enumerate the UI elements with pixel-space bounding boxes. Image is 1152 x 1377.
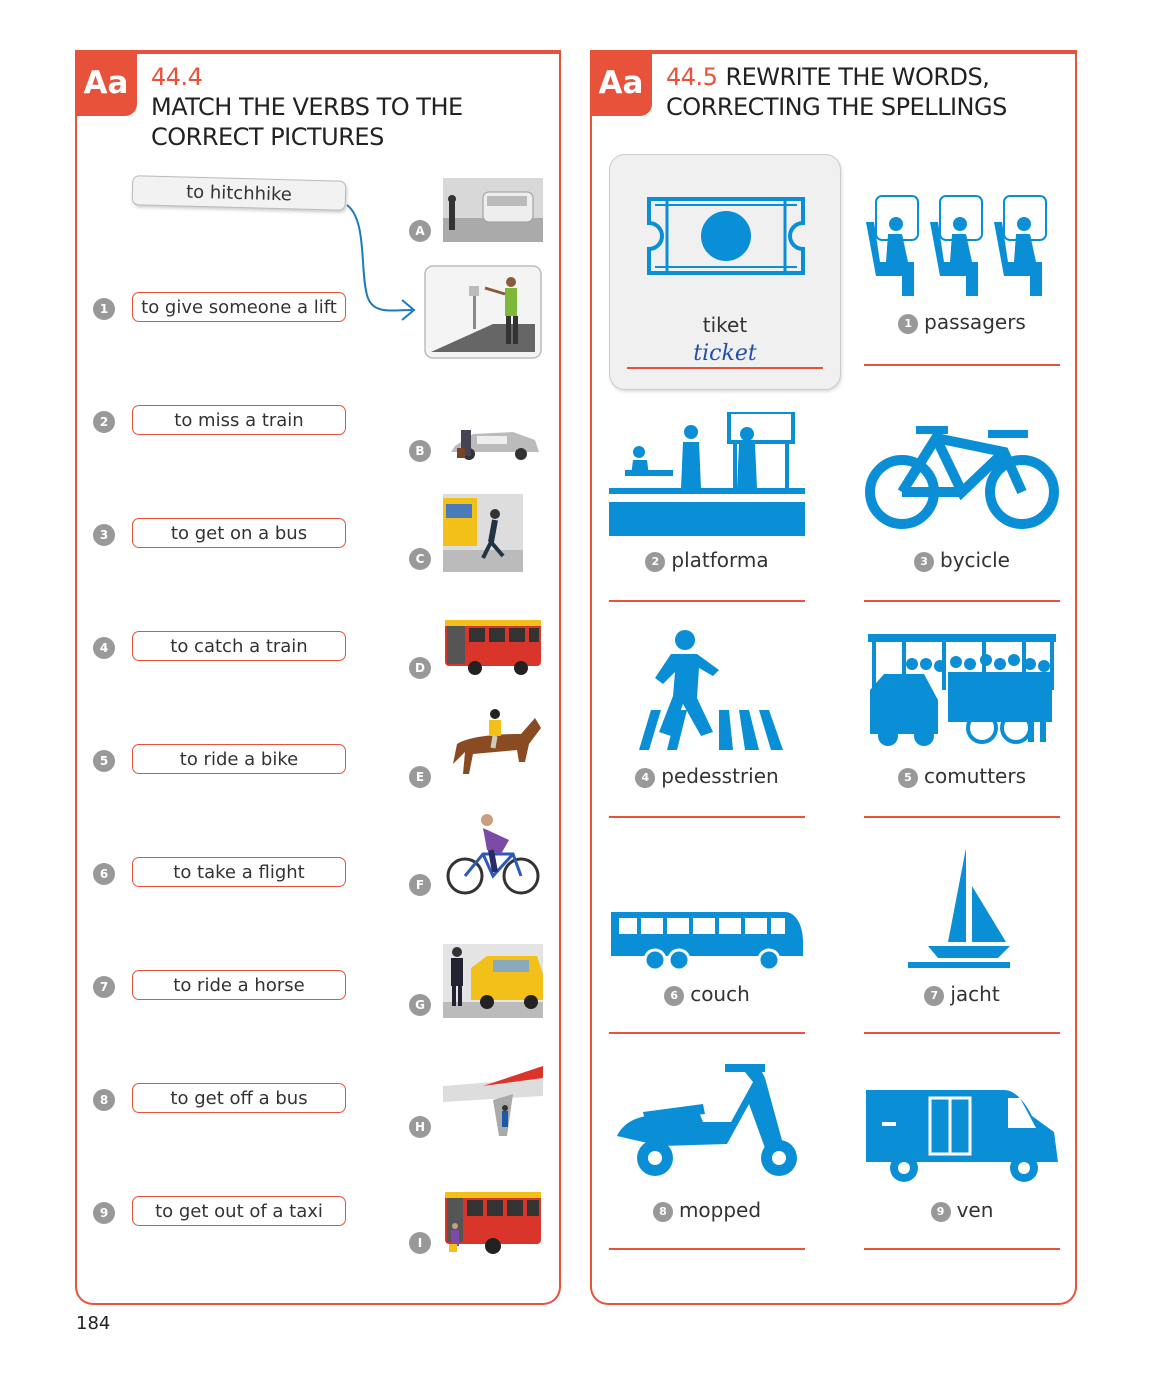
- example-verb-pill: to hitchhike: [132, 175, 347, 211]
- taxi-picture: [443, 944, 543, 1018]
- item-number: 8: [93, 1089, 115, 1111]
- word-text: jacht: [950, 982, 1000, 1006]
- example-card: [609, 154, 841, 390]
- answer-line: [627, 367, 823, 369]
- word-text: couch: [690, 982, 750, 1006]
- word-text: platforma: [671, 548, 769, 572]
- answer-line[interactable]: [609, 600, 805, 602]
- word-text: bycicle: [940, 548, 1010, 572]
- verb-pill: to miss a train: [132, 405, 346, 435]
- misspelled-word: [864, 982, 1060, 1006]
- picture-letter: I: [409, 1232, 431, 1254]
- verb-pill: to give someone a lift: [132, 292, 346, 322]
- verb-pill: to ride a horse: [132, 970, 346, 1000]
- picture-letter: E: [409, 766, 431, 788]
- answer-line[interactable]: [864, 364, 1060, 366]
- exercise-number: 44.5: [666, 63, 718, 91]
- item-number: 6: [664, 986, 684, 1006]
- bicycle-icon: [864, 422, 1060, 536]
- exercise-instruction-line1: REWRITE THE WORDS,: [725, 63, 990, 91]
- item-number: 3: [93, 524, 115, 546]
- picture-letter: H: [409, 1116, 431, 1138]
- answer-line[interactable]: [864, 1032, 1060, 1034]
- exercise-instruction: MATCH THE VERBS TO THE CORRECT PICTURES: [151, 93, 463, 151]
- misspelled-word: tiket: [702, 313, 748, 337]
- misspelled-word: [864, 1198, 1060, 1222]
- exercise-title: [666, 62, 1007, 122]
- item-number: 5: [93, 750, 115, 772]
- cyclist-picture: [443, 810, 543, 896]
- item-number: 9: [931, 1202, 951, 1222]
- word-text: passagers: [924, 310, 1026, 334]
- answer-line[interactable]: [609, 1032, 805, 1034]
- misspelled-word: [864, 548, 1060, 572]
- item-number: 5: [898, 768, 918, 788]
- item-number: 6: [93, 863, 115, 885]
- item-number: 4: [93, 637, 115, 659]
- misspelled-word: [609, 548, 805, 572]
- word-text: pedesstrien: [661, 764, 779, 788]
- item-number: 1: [93, 298, 115, 320]
- word-text: ven: [956, 1198, 994, 1222]
- example-arrow: [342, 200, 422, 330]
- exercise-number: 44.4: [151, 63, 203, 91]
- item-number: 2: [93, 411, 115, 433]
- word-text: comutters: [923, 764, 1027, 788]
- person-getting-off-bus-picture: [443, 1184, 543, 1258]
- page-number: 184: [76, 1313, 111, 1334]
- platform-icon: [609, 412, 805, 536]
- item-number: 2: [645, 552, 665, 572]
- verb-pill: to take a flight: [132, 857, 346, 887]
- answer-line[interactable]: [609, 1248, 805, 1250]
- item-number: 7: [93, 976, 115, 998]
- commuters-icon: [864, 630, 1060, 752]
- passengers-icon: [864, 192, 1060, 300]
- word-text: mopped: [678, 1198, 762, 1222]
- verb-pill: to catch a train: [132, 631, 346, 661]
- tram-station-picture: [443, 178, 543, 242]
- van-icon: [864, 1088, 1060, 1184]
- item-number: 3: [914, 552, 934, 572]
- picture-letter: B: [409, 440, 431, 462]
- horse-rider-picture: [443, 704, 543, 790]
- vocabulary-badge: Aa: [75, 50, 137, 116]
- airplane-boarding-picture: [443, 1066, 543, 1140]
- misspelled-word: [609, 1198, 805, 1222]
- misspelled-word: [609, 764, 805, 788]
- moped-icon: [609, 1062, 805, 1184]
- item-number: 7: [924, 986, 944, 1006]
- exercise-44-5-panel: [590, 50, 1077, 1305]
- verb-pill: to get on a bus: [132, 518, 346, 548]
- person-boarding-bus-picture: [443, 614, 543, 678]
- pedestrian-icon: [609, 628, 805, 752]
- exercise-title: [151, 62, 559, 152]
- exercise-instruction-line2: CORRECTING THE SPELLINGS: [666, 93, 1007, 121]
- picture-letter: C: [409, 548, 431, 570]
- picture-letter: G: [409, 994, 431, 1016]
- picture-letter: D: [409, 657, 431, 679]
- answer-line[interactable]: [609, 816, 805, 818]
- item-number: 9: [93, 1202, 115, 1224]
- car-passenger-picture: [443, 410, 543, 474]
- picture-letter: F: [409, 874, 431, 896]
- picture-letter: A: [409, 220, 431, 242]
- item-number: 1: [898, 314, 918, 334]
- item-number: 8: [653, 1202, 673, 1222]
- verb-pill: to get off a bus: [132, 1083, 346, 1113]
- yacht-icon: [904, 846, 1014, 970]
- answer-line[interactable]: [864, 816, 1060, 818]
- coach-icon: [609, 908, 805, 974]
- misspelled-word: [864, 764, 1060, 788]
- item-number: 4: [635, 768, 655, 788]
- verb-pill: to ride a bike: [132, 744, 346, 774]
- handwritten-answer: ticket: [693, 341, 757, 366]
- exercise-44-4-panel: [75, 50, 561, 1305]
- answer-line[interactable]: [864, 1248, 1060, 1250]
- ticket-icon: [645, 195, 807, 277]
- answer-line[interactable]: [864, 600, 1060, 602]
- running-for-train-picture: [443, 494, 523, 572]
- hitchhiker-picture: [423, 264, 543, 360]
- verb-pill: to get out of a taxi: [132, 1196, 346, 1226]
- misspelled-word: [864, 310, 1060, 334]
- vocabulary-badge: Aa: [590, 50, 652, 116]
- misspelled-word: [609, 982, 805, 1006]
